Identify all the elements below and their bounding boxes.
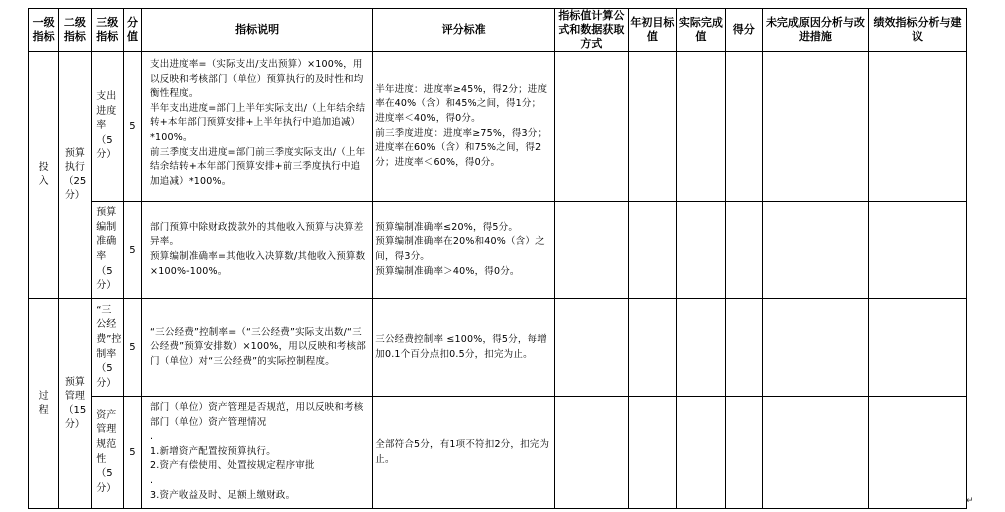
- analysis-cell[interactable]: [868, 299, 966, 397]
- header-level2: 二级指标: [59, 9, 91, 52]
- level2-text: 预算执行（25分）: [63, 148, 87, 201]
- header-score: 分值: [123, 9, 141, 52]
- header-criteria: 评分标准: [373, 9, 555, 52]
- level1-text: 投入: [38, 162, 49, 187]
- criteria-cell: [373, 397, 555, 509]
- criteria-text: 全部符合5分，有1项不符扣2分，扣完为止。: [375, 438, 550, 465]
- performance-indicator-table: [28, 8, 967, 509]
- level1-cell: [29, 52, 59, 299]
- analysis-cell[interactable]: [868, 52, 966, 202]
- reasons-cell[interactable]: [762, 397, 868, 509]
- actual-cell[interactable]: [677, 299, 725, 397]
- points-cell[interactable]: [725, 397, 762, 509]
- reasons-cell[interactable]: [762, 202, 868, 299]
- level3-text: 资产管理规范性（5分）: [96, 409, 117, 494]
- level2-text: 预算管理（15分）: [63, 376, 87, 430]
- reasons-cell[interactable]: [762, 299, 868, 397]
- description-cell: [142, 52, 373, 202]
- score-cell: 5: [123, 299, 141, 397]
- level1-cell: [29, 299, 59, 509]
- analysis-cell[interactable]: [868, 397, 966, 509]
- description-text: 部门（单位）资产管理是否规范，用以反映和考核部门（单位）资产管理情况 . 1.新增资产配置按预算执行。 2.资产有偿使用、处置按规定程序审批 . 3.资产收益及时、足额上缴财政。: [150, 402, 364, 501]
- level1-text: 过程: [38, 390, 49, 416]
- criteria-cell: [373, 52, 555, 202]
- level3-cell: [91, 299, 123, 397]
- reasons-cell[interactable]: [762, 52, 868, 202]
- score-cell: 5: [123, 202, 141, 299]
- level2-cell: [59, 52, 91, 299]
- table-row: [29, 397, 967, 509]
- analysis-cell[interactable]: [868, 202, 966, 299]
- header-description: 指标说明: [142, 9, 373, 52]
- table-row: [29, 299, 967, 397]
- description-cell: [142, 202, 373, 299]
- description-text: 部门预算中除财政拨款外的其他收入预算与决算差异率。 预算编制准确率=其他收入决算数/其他收入预算数×100%-100%。: [150, 221, 366, 277]
- formula-cell[interactable]: [554, 397, 628, 509]
- target-cell[interactable]: [628, 397, 676, 509]
- description-text: “三公经费”控制率=（“三公经费”实际支出数/“三公经费”预算安排数）×100%，用以反映和考核部门（单位）对“三公经费”的实际控制程度。: [150, 326, 366, 367]
- score-cell: 5: [123, 397, 141, 509]
- formula-cell[interactable]: [554, 299, 628, 397]
- level3-cell: [91, 202, 123, 299]
- header-reasons: 未完成原因分析与改进措施: [762, 9, 868, 52]
- header-level3: 三级指标: [91, 9, 123, 52]
- target-cell[interactable]: [628, 52, 676, 202]
- formula-cell[interactable]: [554, 52, 628, 202]
- criteria-text: 半年进度：进度率≥45%，得2分；进度率在40%（含）和45%之间，得1分；进度率＜40%，得0分。 前三季度进度：进度率≥75%，得3分；进度率在60%（含）和75%之间，得2分；进度率＜60%，得0分。: [375, 83, 548, 168]
- header-points: 得分: [725, 9, 762, 52]
- header-level1: 一级指标: [29, 9, 59, 52]
- table-row: [29, 52, 967, 202]
- description-cell: [142, 397, 373, 509]
- target-cell[interactable]: [628, 202, 676, 299]
- points-cell[interactable]: [725, 52, 762, 202]
- header-actual: 实际完成值: [677, 9, 725, 52]
- actual-cell[interactable]: [677, 52, 725, 202]
- criteria-cell: [373, 299, 555, 397]
- header-target: 年初目标值: [628, 9, 676, 52]
- score-cell: 5: [123, 52, 141, 202]
- level2-cell: [59, 299, 91, 509]
- level3-cell: [91, 397, 123, 509]
- level3-cell: [91, 52, 123, 202]
- level3-text: “三公经费”控制率（5分）: [96, 304, 122, 389]
- table-row: [29, 202, 967, 299]
- actual-cell[interactable]: [677, 397, 725, 509]
- description-cell: [142, 299, 373, 397]
- formula-cell[interactable]: [554, 202, 628, 299]
- description-text: 支出进度率=（实际支出/支出预算）×100%，用以反映和考核部门（单位）预算执行的及时性和均衡性程度。 半年支出进度=部门上半年实际支出/（上年结余结转+本年部门预算安排+上半年执行中追加追减）*100%。 前三季度支出进度=部门前三季度实际支出/（上年结余结转+本年部门预算安排+前三季度执行中追加追减）*100%。: [150, 59, 366, 187]
- actual-cell[interactable]: [677, 202, 725, 299]
- header-formula: 指标值计算公式和数据获取方式: [554, 9, 628, 52]
- paragraph-return-mark: ↵: [966, 496, 974, 506]
- points-cell[interactable]: [725, 299, 762, 397]
- header-row: [29, 9, 967, 52]
- criteria-cell: [373, 202, 555, 299]
- level3-text: 支出进度率（5分）: [96, 91, 117, 161]
- level3-text: 预算编制准确率（5分）: [96, 207, 117, 292]
- points-cell[interactable]: [725, 202, 762, 299]
- criteria-text: 预算编制准确率≤20%，得5分。 预算编制准确率在20%和40%（含）之间，得3分。 预算编制准确率＞40%，得0分。: [375, 221, 545, 277]
- header-analysis: 绩效指标分析与建议: [868, 9, 966, 52]
- criteria-text: 三公经费控制率 ≤100%，得5分，每增加0.1个百分点扣0.5分，扣完为止。: [375, 333, 547, 360]
- target-cell[interactable]: [628, 299, 676, 397]
